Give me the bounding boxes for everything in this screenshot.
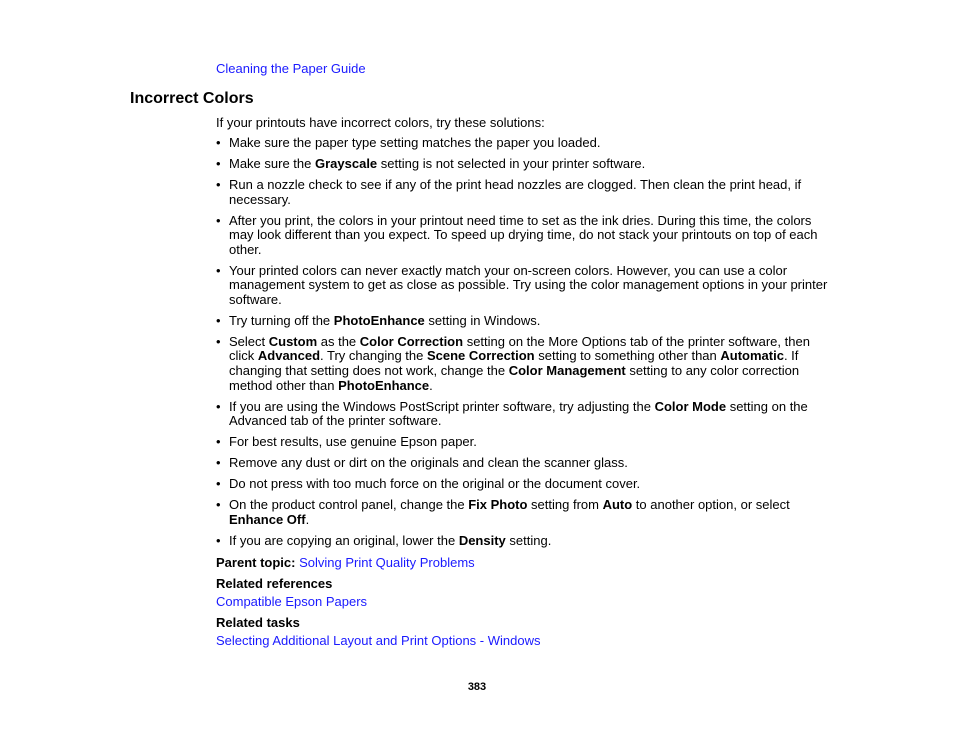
setting-name: Color Management	[508, 363, 626, 379]
solution-text: . Try changing the	[320, 348, 427, 364]
solution-item	[216, 136, 828, 151]
parent-topic-label: Parent topic:	[216, 555, 296, 570]
solution-text: Try turning off the	[229, 312, 334, 328]
setting-name: Advanced	[257, 348, 321, 364]
setting-name: Auto	[602, 497, 633, 513]
section-title: Incorrect Colors	[130, 90, 254, 107]
solution-text: After you print, the colors in your printout need time to set as the ink dries. During this time, the colors may look different than you expect. To speed up drying time, do not stack your printouts on top of each other.	[229, 212, 818, 257]
solution-text: setting from	[527, 497, 603, 513]
solution-item	[216, 214, 828, 258]
solution-item	[216, 435, 828, 450]
page-number: 383	[467, 681, 487, 693]
solution-text: . If changing that setting does not work, change the	[229, 348, 799, 379]
solution-item	[216, 157, 828, 172]
solution-text: setting is not selected in your printer software.	[377, 155, 646, 171]
setting-name: PhotoEnhance	[338, 377, 430, 393]
setting-name: PhotoEnhance	[333, 312, 425, 328]
solution-text: setting on the More Options tab of the printer software, then click	[229, 333, 810, 364]
layout-print-options-link[interactable]: Selecting Additional Layout and Print Options - Windows	[216, 633, 541, 648]
compatible-epson-papers-link[interactable]: Compatible Epson Papers	[216, 594, 368, 609]
solution-item	[216, 264, 828, 308]
solution-text: setting to something other than	[534, 348, 721, 364]
solution-text: .	[429, 377, 433, 393]
solution-item	[216, 498, 828, 527]
solution-text: If you are using the Windows PostScript printer software, try adjusting the	[229, 398, 655, 414]
related-references-section	[216, 594, 367, 610]
setting-name: Custom	[268, 333, 318, 349]
solution-text: setting in Windows.	[424, 312, 541, 328]
setting-name: Scene Correction	[426, 348, 535, 364]
solution-text: Run a nozzle check to see if any of the print head nozzles are clogged. Then clean the print head, if necessary.	[229, 176, 802, 207]
solution-item	[216, 178, 828, 207]
solutions-list	[216, 136, 828, 555]
solution-text: Make sure the	[229, 155, 315, 171]
setting-name: Automatic	[720, 348, 784, 364]
solution-text: setting to any color correction method other than	[229, 363, 800, 393]
setting-name: Color Mode	[654, 398, 727, 414]
solution-text: .	[305, 511, 310, 527]
solution-text: Do not press with too much force on the original or the document cover.	[229, 476, 641, 492]
intro-text: If your printouts have incorrect colors, try these solutions:	[216, 115, 545, 130]
solution-text: to another option, or select	[632, 497, 790, 513]
solution-text: setting.	[505, 532, 552, 548]
solution-text: Your printed colors can never exactly match your on-screen colors. However, you can use a color management system to get as close as possible. Try using the color management options in your printer software.	[229, 262, 828, 307]
parent-topic	[216, 555, 475, 571]
related-tasks-heading: Related tasks	[216, 615, 300, 630]
parent-topic-link[interactable]: Solving Print Quality Problems	[299, 555, 475, 570]
solution-item	[216, 314, 828, 329]
related-tasks-section	[216, 633, 540, 649]
cleaning-paper-guide-link[interactable]: Cleaning the Paper Guide	[216, 61, 366, 76]
setting-name: Density	[458, 532, 506, 548]
setting-name: Enhance Off	[229, 511, 306, 527]
solution-text: If you are copying an original, lower the	[229, 532, 459, 548]
setting-name: Grayscale	[315, 155, 378, 171]
solution-item	[216, 534, 828, 549]
solution-item	[216, 456, 828, 471]
solution-text: setting on the Advanced tab of the printer software.	[229, 398, 808, 429]
solution-item	[216, 400, 828, 429]
solution-text: Make sure the paper type setting matches the paper you loaded.	[229, 135, 601, 150]
solution-text: Select	[229, 333, 269, 349]
solution-item	[216, 335, 828, 393]
solution-text: On the product control panel, change the	[229, 497, 469, 513]
related-references-heading: Related references	[216, 576, 333, 591]
solution-text: Remove any dust or dirt on the originals and clean the scanner glass.	[229, 455, 628, 471]
solution-item	[216, 477, 828, 492]
solution-text: For best results, use genuine Epson paper.	[229, 434, 477, 450]
solution-text: as the	[317, 333, 360, 349]
setting-name: Fix Photo	[468, 497, 528, 513]
setting-name: Color Correction	[359, 333, 464, 349]
